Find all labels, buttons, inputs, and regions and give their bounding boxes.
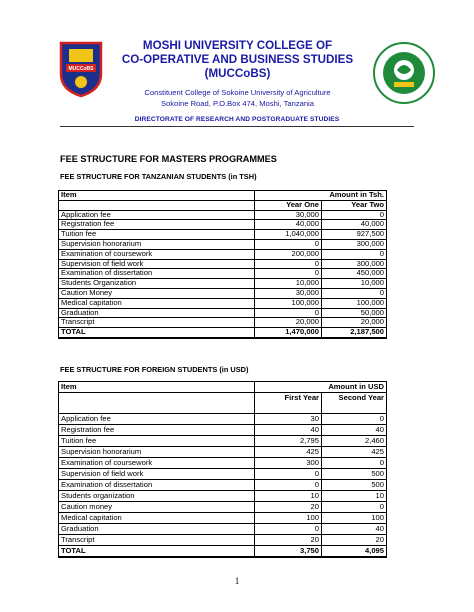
year2-amount-cell: 450,000	[322, 269, 387, 279]
year1-amount-cell: 30,000	[255, 288, 322, 298]
title-line-1: MOSHI UNIVERSITY COLLEGE OF	[142, 39, 333, 52]
year2-amount-cell: 0	[322, 458, 387, 469]
year1-amount-cell: 0	[255, 259, 322, 269]
table-row	[59, 259, 387, 269]
tanzanian-fee-heading: FEE STRUCTURE FOR TANZANIAN STUDENTS (in TSH)	[60, 172, 257, 181]
year1-amount-cell: 10,000	[255, 279, 322, 289]
item-cell: Supervision honorarium	[59, 447, 255, 458]
table-row	[59, 210, 387, 220]
year1-amount-cell: 100,000	[255, 298, 322, 308]
item-cell: Transcript	[59, 535, 255, 546]
year1-amount-cell: 1,040,000	[255, 230, 322, 240]
year2-amount-cell: 40	[322, 425, 387, 436]
item-cell: Tuition fee	[59, 230, 255, 240]
directorate-title: DIRECTORATE OF RESEARCH AND POSTGRADUATE STUDIES	[134, 116, 340, 123]
item-cell: Transcript	[59, 318, 255, 328]
table-row	[59, 318, 387, 328]
header-divider	[60, 126, 414, 127]
year1-amount-cell: 40	[255, 425, 322, 436]
table-row	[59, 220, 387, 230]
year2-amount-cell: 10	[322, 491, 387, 502]
table-row	[59, 230, 387, 240]
item-cell: Medical capitation	[59, 513, 255, 524]
college-crest-logo	[58, 40, 104, 98]
year2-amount-cell: 20,000	[322, 318, 387, 328]
title-line-3: (MUCCoBS)	[204, 67, 271, 80]
blank-cell	[59, 200, 255, 210]
item-cell: Registration fee	[59, 425, 255, 436]
table-year-header-row	[59, 393, 387, 414]
first-year-header: First Year	[255, 393, 322, 414]
table-row	[59, 436, 387, 447]
year1-amount-cell: 20,000	[255, 318, 322, 328]
year1-amount-cell: 20	[255, 502, 322, 513]
year1-amount-cell: 2,795	[255, 436, 322, 447]
item-cell: Tuition fee	[59, 436, 255, 447]
year1-amount-cell: 300	[255, 458, 322, 469]
year2-amount-cell: 0	[322, 502, 387, 513]
year2-amount-cell: 0	[322, 414, 387, 425]
table-row	[59, 502, 387, 513]
total-year1-cell: 3,750	[255, 546, 322, 558]
table-header-row	[59, 191, 387, 201]
item-cell: Caution money	[59, 502, 255, 513]
year2-amount-cell: 100,000	[322, 298, 387, 308]
year2-amount-cell: 20	[322, 535, 387, 546]
item-cell: Examination of coursework	[59, 249, 255, 259]
page-heading: FEE STRUCTURE FOR MASTERS PROGRAMMES	[60, 154, 277, 164]
table-row	[59, 414, 387, 425]
year1-amount-cell: 0	[255, 308, 322, 318]
year1-amount-cell: 0	[255, 524, 322, 535]
item-column-header: Item	[59, 191, 255, 201]
table-row	[59, 425, 387, 436]
year2-amount-cell: 425	[322, 447, 387, 458]
year2-amount-cell: 0	[322, 288, 387, 298]
total-year1-cell: 1,470,000	[255, 328, 322, 338]
table-row	[59, 308, 387, 318]
table-row	[59, 249, 387, 259]
item-cell: Caution Money	[59, 288, 255, 298]
total-year2-cell: 2,187,500	[322, 328, 387, 338]
year1-amount-cell: 20	[255, 535, 322, 546]
item-cell: Examination of dissertation	[59, 480, 255, 491]
year1-amount-cell: 10	[255, 491, 322, 502]
item-column-header: Item	[59, 382, 255, 393]
table-year-header-row	[59, 200, 387, 210]
affiliation-line: Constituent College of Sokoine University of Agriculture	[144, 88, 331, 97]
item-cell: Graduation	[59, 308, 255, 318]
year1-amount-cell: 0	[255, 480, 322, 491]
item-cell: Supervision of field work	[59, 469, 255, 480]
item-cell: Examination of coursework	[59, 458, 255, 469]
table-row	[59, 269, 387, 279]
address-line: Sokoine Road, P.O.Box 474, Moshi, Tanzania	[161, 99, 314, 108]
total-year2-cell: 4,095	[322, 546, 387, 558]
item-cell: Graduation	[59, 524, 255, 535]
university-seal-logo	[372, 40, 436, 106]
year1-amount-cell: 30,000	[255, 210, 322, 220]
year1-amount-cell: 0	[255, 239, 322, 249]
foreign-fee-table	[58, 381, 387, 558]
institution-name	[110, 39, 365, 81]
item-cell: Students organization	[59, 491, 255, 502]
table-row	[59, 447, 387, 458]
foreign-fee-body	[59, 382, 387, 558]
item-cell: Supervision of field work	[59, 259, 255, 269]
year2-amount-cell: 40,000	[322, 220, 387, 230]
amount-column-header: Amount in Tsh.	[255, 191, 387, 201]
year2-amount-cell: 100	[322, 513, 387, 524]
tanzanian-fee-body	[59, 191, 387, 338]
letterhead	[0, 30, 474, 130]
item-cell: Examination of dissertation	[59, 269, 255, 279]
year-two-header: Year Two	[322, 200, 387, 210]
year1-amount-cell: 0	[255, 469, 322, 480]
crest-lettering: MUCCoBS	[68, 66, 94, 72]
foreign-fee-heading: FEE STRUCTURE FOR FOREIGN STUDENTS (in USD)	[60, 365, 249, 374]
second-year-header: Second Year	[322, 393, 387, 414]
year2-amount-cell: 2,460	[322, 436, 387, 447]
table-row	[59, 524, 387, 535]
item-cell: Supervision honorarium	[59, 239, 255, 249]
item-cell: Students Organization	[59, 279, 255, 289]
page-number: 1	[234, 576, 240, 586]
year1-amount-cell: 200,000	[255, 249, 322, 259]
tanzanian-fee-table	[58, 190, 387, 339]
year2-amount-cell: 40	[322, 524, 387, 535]
item-cell: Application fee	[59, 414, 255, 425]
year1-amount-cell: 30	[255, 414, 322, 425]
year2-amount-cell: 300,000	[322, 259, 387, 269]
amount-column-header: Amount in USD	[255, 382, 387, 393]
year1-amount-cell: 425	[255, 447, 322, 458]
year2-amount-cell: 0	[322, 210, 387, 220]
year2-amount-cell: 10,000	[322, 279, 387, 289]
year1-amount-cell: 0	[255, 269, 322, 279]
table-row	[59, 239, 387, 249]
year2-amount-cell: 500	[322, 469, 387, 480]
table-row	[59, 469, 387, 480]
year2-amount-cell: 927,500	[322, 230, 387, 240]
table-row	[59, 298, 387, 308]
table-row	[59, 535, 387, 546]
table-row	[59, 491, 387, 502]
table-row	[59, 288, 387, 298]
total-row	[59, 546, 387, 558]
year1-amount-cell: 40,000	[255, 220, 322, 230]
item-cell: Medical capitation	[59, 298, 255, 308]
year2-amount-cell: 300,000	[322, 239, 387, 249]
year2-amount-cell: 500	[322, 480, 387, 491]
item-cell: Application fee	[59, 210, 255, 220]
table-row	[59, 279, 387, 289]
title-line-2: CO-OPERATIVE AND BUSINESS STUDIES	[121, 53, 354, 66]
item-cell: Registration fee	[59, 220, 255, 230]
table-header-row	[59, 382, 387, 393]
year1-amount-cell: 100	[255, 513, 322, 524]
blank-cell	[59, 393, 255, 414]
year2-amount-cell: 50,000	[322, 308, 387, 318]
year-one-header: Year One	[255, 200, 322, 210]
total-label-cell: TOTAL	[59, 546, 255, 558]
total-label-cell: TOTAL	[59, 328, 255, 338]
table-row	[59, 480, 387, 491]
total-row	[59, 328, 387, 338]
year2-amount-cell: 0	[322, 249, 387, 259]
table-row	[59, 458, 387, 469]
table-row	[59, 513, 387, 524]
institution-address	[110, 87, 365, 109]
